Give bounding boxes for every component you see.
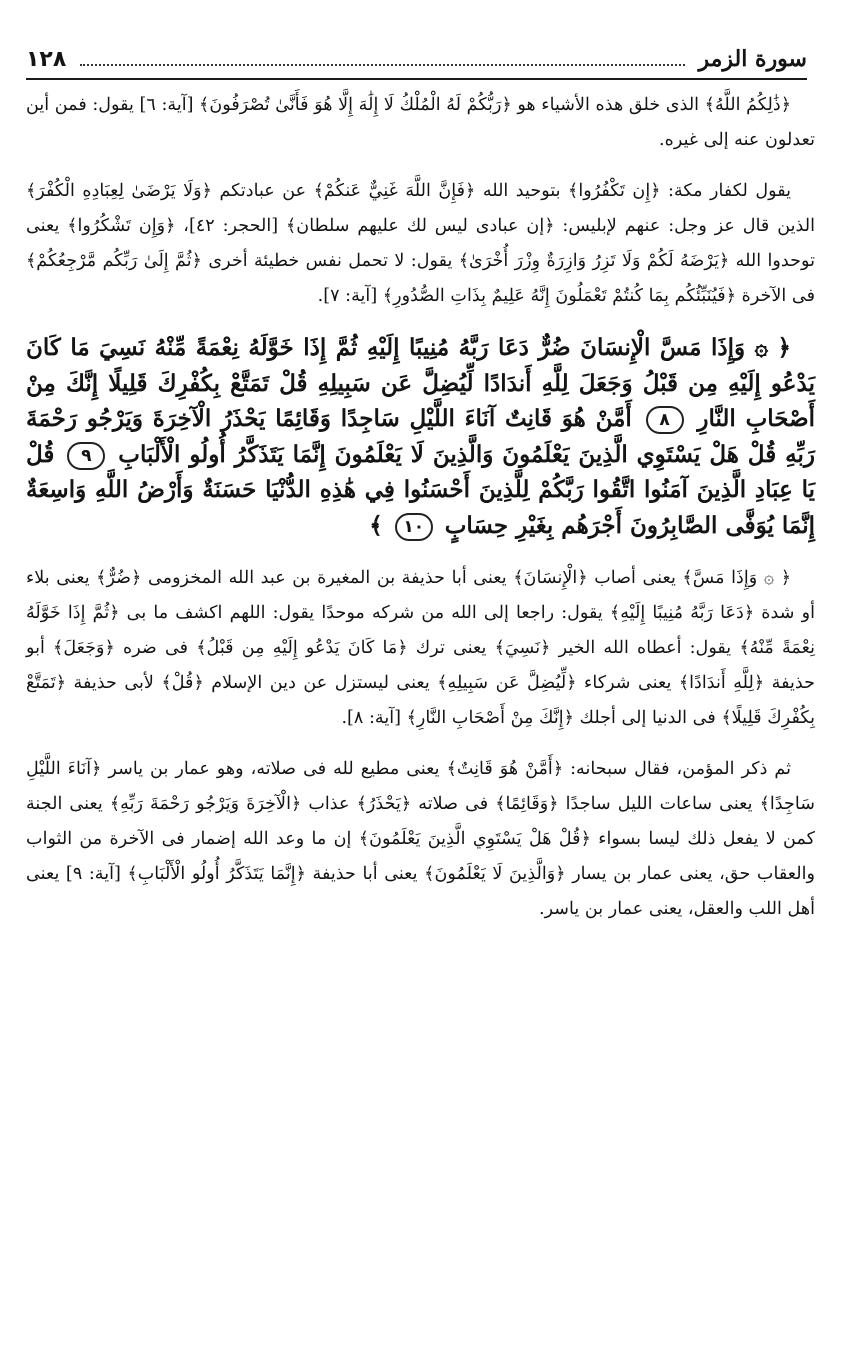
commentary-paragraph-3: ﴿ ۞ وَإِذَا مَسَّ﴾ يعنى أصاب ﴿الْإِنسَانَ﴾ يعنى أبا حذيفة بن المغيرة بن عبد الله المخزومى ﴿ضُرٌّ﴾ يعنى بلاء أو شدة ﴿دَعَا رَبَّهُ مُنِيبًا إِلَيْهِ﴾ يقول: راجعا إلى الله من شركه موحدًا يقول: اللهم اكشف ما بى ﴿ثُمَّ إِذَا خَوَّلَهُ نِعْمَةً مِّنْهُ﴾ يقول: أعطاه الله الخير ﴿نَسِيَ﴾ يعنى ترك ﴿مَا كَانَ يَدْعُو إِلَيْهِ مِن قَبْلُ﴾ فى ضره ﴿وَجَعَلَ﴾ أبو حذيفة ﴿لِلَّهِ أَندَادًا﴾ يعنى شركاء ﴿لِّيُضِلَّ عَن سَبِيلِهِ﴾ يعنى ليستزل عن دين الإسلام ﴿قُلْ﴾ لأبى حذيفة ﴿تَمَتَّعْ بِكُفْرِكَ قَلِيلًا﴾ فى الدنيا إلى أجلك ﴿إِنَّكَ مِنْ أَصْحَابِ النَّارِ﴾ [آية: ٨]. <box>26 568 815 728</box>
verse-text-9: أَمَّنْ هُوَ قَانِتٌ آنَاءَ اللَّيْلِ سَاجِدًا وَقَائِمًا يَحْذَرُ الْآخِرَةَ وَيَرْجُو رَحْمَةَ رَبِّهِ قُلْ هَلْ يَسْتَوِي الَّذِينَ يَعْلَمُونَ وَالَّذِينَ لَا يَعْلَمُونَ إِنَّمَا يَتَذَكَّرُ أُولُو الْأَلْبَابِ <box>26 405 815 468</box>
quran-verses-block <box>26 330 815 543</box>
verse-number-9: ٩ <box>67 442 105 470</box>
page-number: ١٢٨ <box>26 47 67 72</box>
dotted-leader <box>80 64 684 66</box>
commentary-paragraph-1: ﴿ذَٰلِكُمُ اللَّهُ﴾ الذى خلق هذه الأشياء هو ﴿رَبُّكُمْ لَهُ الْمُلْكُ لَا إِلَٰهَ إِلَّا هُوَ فَأَنَّىٰ تُصْرَفُونَ﴾ [آية: ٦] يقول: فمن أين تعدلون عنه إلى غيره. <box>26 95 815 150</box>
verse-text-10: قُلْ يَا عِبَادِ الَّذِينَ آمَنُوا اتَّقُوا رَبَّكُمْ لِلَّذِينَ أَحْسَنُوا فِي هَٰذِهِ الدُّنْيَا حَسَنَةٌ وَأَرْضُ اللَّهِ وَاسِعَةٌ إِنَّمَا يُوَفَّى الصَّابِرُونَ أَجْرَهُم بِغَيْرِ حِسَابٍ <box>26 440 815 539</box>
page-header <box>26 38 807 80</box>
page-body <box>26 88 815 1305</box>
commentary-paragraph-4: ثم ذكر المؤمن، فقال سبحانه: ﴿أَمَّنْ هُوَ قَانِتٌ﴾ يعنى مطيع لله فى صلاته، وهو عمار بن ياسر ﴿آنَاءَ اللَّيْلِ سَاجِدًا﴾ يعنى ساعات الليل ساجدًا ﴿وَقَائِمًا﴾ فى صلاته ﴿يَحْذَرُ﴾ عذاب ﴿الْآخِرَةَ وَيَرْجُو رَحْمَةَ رَبِّهِ﴾ يعنى الجنة كمن لا يفعل ذلك ليسا بسواء ﴿قُلْ هَلْ يَسْتَوِي الَّذِينَ يَعْلَمُونَ﴾ إن ما وعد الله إضمار فى الآخرة من الثواب والعقاب حق، يعنى عمار بن يسار ﴿وَالَّذِينَ لَا يَعْلَمُونَ﴾ يعنى أبا حذيفة ﴿إِنَّمَا يَتَذَكَّرُ أُولُو الْأَلْبَابِ﴾ [آية: ٩] يعنى أهل اللب والعقل، يعنى عمار بن ياسر. <box>26 759 815 919</box>
verse-text-8: ﴿ ۞ وَإِذَا مَسَّ الْإِنسَانَ ضُرٌّ دَعَا رَبَّهُ مُنِيبًا إِلَيْهِ ثُمَّ إِذَا خَوَّلَهُ نِعْمَةً مِّنْهُ نَسِيَ مَا كَانَ يَدْعُو إِلَيْهِ مِن قَبْلُ وَجَعَلَ لِلَّهِ أَندَادًا لِّيُضِلَّ عَن سَبِيلِهِ قُلْ تَمَتَّعْ بِكُفْرِكَ قَلِيلًا إِنَّكَ مِنْ أَصْحَابِ النَّارِ <box>26 334 816 432</box>
verse-number-8: ٨ <box>646 406 684 434</box>
verse-closing-bracket: ﴾ <box>369 511 383 539</box>
surah-title: سورة الزمر <box>698 46 807 72</box>
commentary-paragraph-2: يقول لكفار مكة: ﴿إِن تَكْفُرُوا﴾ بتوحيد الله ﴿فَإِنَّ اللَّهَ غَنِيٌّ عَنكُمْ﴾ عن عبادتكم ﴿وَلَا يَرْضَىٰ لِعِبَادِهِ الْكُفْرَ﴾ الذين قال عز وجل: عنهم لإبليس: ﴿إن عبادى ليس لك عليهم سلطان﴾ [الحجر: ٤٢]، ﴿وَإِن تَشْكُرُوا﴾ يعنى توحدوا الله ﴿يَرْضَهُ لَكُمْ وَلَا تَزِرُ وَازِرَةٌ وِزْرَ أُخْرَىٰ﴾ يقول: لا تحمل نفس خطيئة أخرى ﴿ثُمَّ إِلَىٰ رَبِّكُم مَّرْجِعُكُمْ﴾ فى الآخرة ﴿فَيُنَبِّئُكُم بِمَا كُنتُمْ تَعْمَلُونَ إِنَّهُ عَلِيمٌ بِذَاتِ الصُّدُورِ﴾ [آية: ٧]. <box>26 181 815 306</box>
verse-number-10: ١٠ <box>395 513 433 541</box>
